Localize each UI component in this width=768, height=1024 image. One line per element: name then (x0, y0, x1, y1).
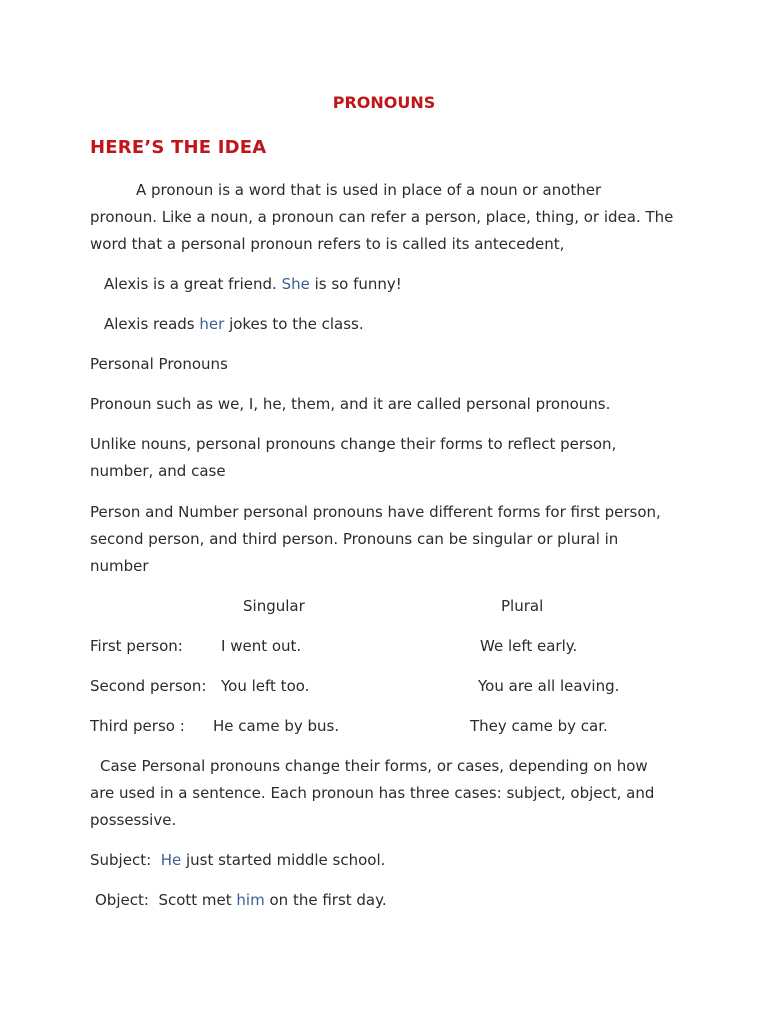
unlike-line-1: Unlike nouns, personal pronouns change their forms to reflect person, (90, 435, 617, 453)
intro-line-2: pronoun. Like a noun, a pronoun can refer a person, place, thing, or idea. The (90, 208, 674, 226)
subject-pronoun: He (160, 851, 182, 869)
case-line-3: possessive. (90, 811, 177, 829)
personal-pronouns-definition: Pronoun such as we, I, he, them, and it are called personal pronouns. (90, 395, 611, 413)
example-1-text: Alexis is a great friend. (104, 275, 282, 293)
table-row-singular: You left too. (221, 677, 310, 695)
unlike-line-2: number, and case (90, 462, 226, 480)
table-row-plural: We left early. (480, 637, 578, 655)
table-row-label: Second person: (90, 677, 207, 695)
object-text-end: on the first day. (264, 891, 387, 909)
table-row-singular: He came by bus. (213, 717, 340, 735)
intro-line-3: word that a personal pronoun refers to is called its antecedent, (90, 235, 565, 253)
subject-text: just started middle school. (181, 851, 386, 869)
person-number-line-3: number (90, 557, 149, 575)
example-sentence-1 (104, 271, 402, 298)
example-2-pronoun: her (199, 315, 225, 333)
example-1-text-end: is so funny! (309, 275, 402, 293)
subject-example (90, 847, 385, 874)
object-text: Scott met (158, 891, 237, 909)
person-number-line-2: second person, and third person. Pronouns can be singular or plural in (90, 530, 619, 548)
object-example (95, 887, 387, 914)
object-pronoun: him (236, 891, 265, 909)
example-sentence-2 (104, 311, 364, 338)
section-heading: HERE’S THE IDEA (90, 137, 267, 158)
case-line-2: are used in a sentence. Each pronoun has three cases: subject, object, and (90, 784, 655, 802)
person-number-line-1: Person and Number personal pronouns have different forms for first person, (90, 503, 661, 521)
personal-pronouns-heading: Personal Pronouns (90, 355, 228, 373)
table-row-plural: They came by car. (470, 717, 608, 735)
example-2-text: Alexis reads (104, 315, 200, 333)
table-row-singular: I went out. (221, 637, 302, 655)
page-title: PRONOUNS (332, 93, 436, 112)
table-header-plural: Plural (501, 597, 544, 615)
table-row-label: First person: (90, 637, 183, 655)
table-header-singular: Singular (243, 597, 305, 615)
table-row-label: Third perso : (90, 717, 185, 735)
example-1-pronoun: She (281, 275, 310, 293)
case-line-1: Case Personal pronouns change their forms, or cases, depending on how (100, 757, 648, 775)
example-2-text-end: jokes to the class. (224, 315, 364, 333)
table-row-plural: You are all leaving. (478, 677, 620, 695)
subject-label: Subject: (90, 851, 152, 869)
intro-line-1: A pronoun is a word that is used in place of a noun or another (136, 181, 602, 199)
object-label: Object: (95, 891, 149, 909)
